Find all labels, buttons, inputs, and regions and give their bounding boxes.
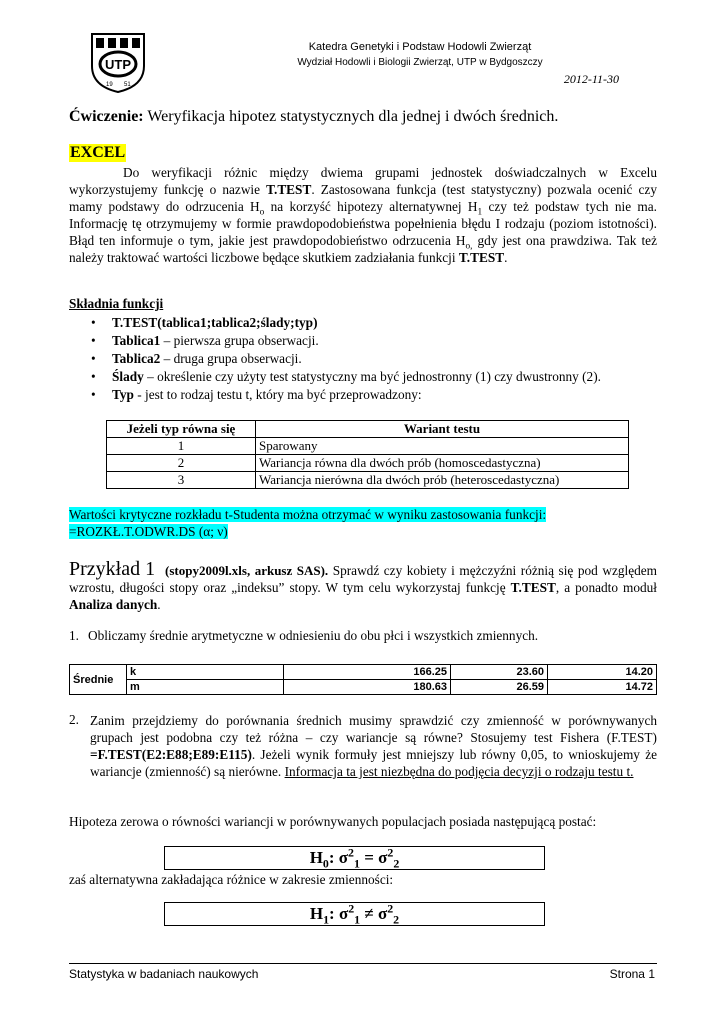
table-row (70, 665, 657, 680)
syntax-item: • Typ - jest to rodzaj testu t, który ma być przeprowadzony: (91, 387, 422, 402)
step-1: 1. Obliczamy średnie arytmetyczne w odniesieniu do obu płci i wszystkich zmiennych. (69, 628, 539, 643)
step-2-number: 2. (69, 712, 79, 727)
h1-intro: zaś alternatywna zakładająca różnice w zakresie zmienności: (69, 872, 394, 887)
logo-year-left: 19 (106, 82, 113, 88)
example-title: Przykład 1 (69, 558, 156, 580)
header-department: Katedra Genetyki i Podstaw Hodowli Zwierząt (308, 41, 532, 53)
table-header: Wariant testu (256, 421, 629, 438)
table-cell: m (127, 680, 284, 695)
h1-box: $H_1$: $\sigma^2_1 \ne \sigma^2_2$ (164, 902, 545, 926)
table-cell: 26.59 (451, 680, 548, 695)
intro-paragraph: Do weryfikacji różnic między dwiema grupami jednostek doświadczalnych w Excelu wykorzystujemy funkcję o nazwie T.TEST. Zastosowana funkcja (test statystyczny) pozwala ocenić czy mamy podstawy do odrzucenia $H_o$ na korzyść hipotezy alternatywnej $H_1$ czy też podstaw tych nie ma. Informację tę otrzymujemy w formie prawdopodobieństwa popełnienia błędu I rodzaju (poziom istotności). Błąd ten informuje o tym, jakie jest prawdopodobieństwo odrzucenia $H_{o,}$ gdy jest ona prawdziwa. Tak też należy traktować wartości liczbowe będące skutkiem zadziałania funkcji T.TEST. (69, 165, 657, 265)
footer-title: Statystyka w badaniach naukowych (69, 967, 259, 981)
h0-box: $H_0$: $\sigma^2_1 = \sigma^2_2$ (164, 846, 545, 870)
means-table (69, 664, 657, 695)
table-cell: 1 (107, 438, 256, 455)
logo-year-right: 51 (124, 82, 131, 88)
critical-values-note: Wartości krytyczne rozkładu t-Studenta można otrzymać w wyniku zastosowania funkcji: =ROZKŁ.T.ODWR.DS (α; ν) (69, 507, 547, 539)
table-header-row (107, 421, 629, 438)
example-paragraph: (stopy2009l.xls, arkusz SAS). Sprawdź czy kobiety i mężczyźni różnią się pod względem wzrostu, długości stopy oraz „indeksu” stopy. W tym celu wykorzystaj funkcję T.TEST, a ponadto moduł Analiza danych. (69, 563, 657, 612)
logo-text: UTP (105, 57, 131, 72)
table-cell: 23.60 (451, 665, 548, 680)
table-row (107, 455, 629, 472)
table-cell: Wariancja równa dla dwóch prób (homoscedastyczna) (256, 455, 629, 472)
test-type-table (106, 420, 629, 489)
excel-heading: EXCEL (70, 144, 126, 161)
table-cell: 14.72 (548, 680, 657, 695)
table-cell: 3 (107, 472, 256, 489)
title-text: Weryfikacja hipotez statystycznych dla jednej i dwóch średnich. (143, 108, 559, 125)
page-title (69, 108, 558, 126)
table-cell: 2 (107, 455, 256, 472)
utp-logo (82, 30, 154, 94)
table-cell: Wariancja nierówna dla dwóch prób (heteroscedastyczna) (256, 472, 629, 489)
table-header: Jeżeli typ równa się (107, 421, 256, 438)
syntax-item: • T.TEST(tablica1;tablica2;ślady;typ) (91, 315, 318, 330)
title-label: Ćwiczenie: (69, 108, 144, 125)
table-row (70, 680, 657, 695)
footer-divider (69, 963, 657, 964)
header-date: 2012-11-30 (563, 72, 619, 86)
table-cell: k (127, 665, 284, 680)
table-cell: 166.25 (284, 665, 451, 680)
table-row (107, 472, 629, 489)
step-2: Zanim przejdziemy do porównania średnich musimy sprawdzić czy zmienność w porównywanych grupach jest podobna czy też różna – czy wariancje są równe? Stosujemy test Fishera (F.TEST) =F.TEST(E2:E88;E89:E115). Jeżeli wynik formuły jest mniejszy lub równy 0,05, to wnioskujemy że wariancje (zmienność) są nierówne. Informacja ta jest niezbędna do podjęcia decyzji o rodzaju testu t. (90, 713, 657, 779)
syntax-heading: Składnia funkcji (69, 296, 164, 311)
table-cell: 180.63 (284, 680, 451, 695)
means-label: Średnie (70, 665, 127, 695)
syntax-item: • Ślady – określenie czy użyty test statystyczny ma być jednostronny (1) czy dwustronny (2). (91, 369, 601, 384)
table-cell: Sparowany (256, 438, 629, 455)
table-row (107, 438, 629, 455)
syntax-item: • Tablica2 – druga grupa obserwacji. (91, 351, 302, 366)
h0-intro: Hipoteza zerowa o równości wariancji w porównywanych populacjach posiada następującą postać: (69, 814, 597, 829)
table-cell: 14.20 (548, 665, 657, 680)
header-faculty: Wydział Hodowli i Biologii Zwierząt, UTP w Bydgoszczy (297, 57, 543, 68)
syntax-item: • Tablica1 – pierwsza grupa obserwacji. (91, 333, 319, 348)
page-number: Strona 1 (609, 967, 655, 981)
